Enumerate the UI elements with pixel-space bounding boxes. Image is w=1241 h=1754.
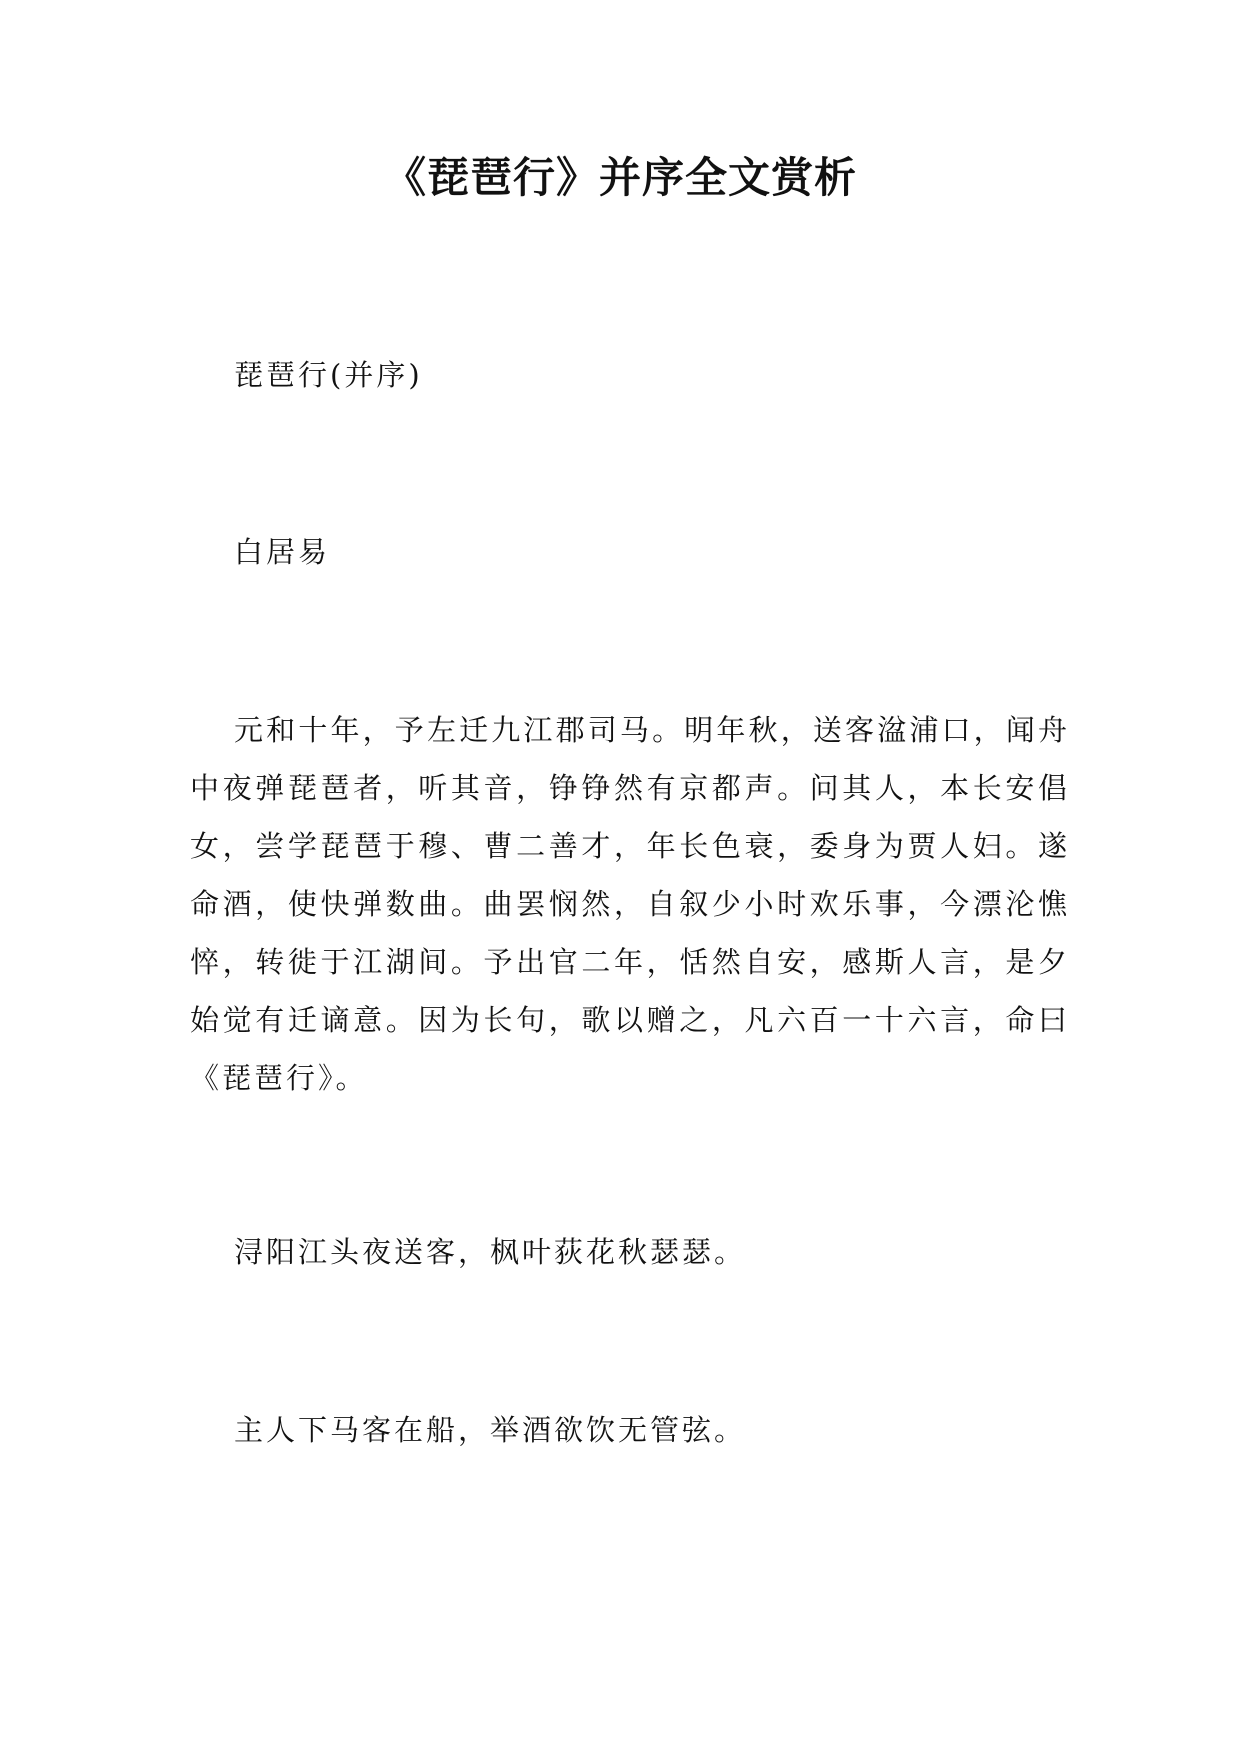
poem-line: 浔阳江头夜送客，枫叶荻花秋瑟瑟。 xyxy=(234,1235,747,1269)
preface-paragraph: 元和十年，予左迁九江郡司马。明年秋，送客湓浦口，闻舟中夜弹琵琶者，听其音，铮铮然有京都声。问其人，本长安倡女，尝学琵琶于穆、曹二善才，年长色衰，委身为贾人妇。遂命酒，使快弹数曲。曲罢悯然，自叙少小时欢乐事，今漂沦憔悴，转徙于江湖间。予出官二年，恬然自安，感斯人言，是夕始觉有迁谪意。因为长句，歌以赠之，凡六百一十六言，命曰《琵琶行》。 xyxy=(190,713,1070,1095)
author-line: 白居易 xyxy=(234,535,331,569)
poem-line: 主人下马客在船，举酒欲饮无管弦。 xyxy=(234,1413,747,1447)
document-title: 《琵琶行》并序全文赏析 xyxy=(383,153,857,202)
poem-heading: 琵琶行(并序) xyxy=(234,358,423,392)
